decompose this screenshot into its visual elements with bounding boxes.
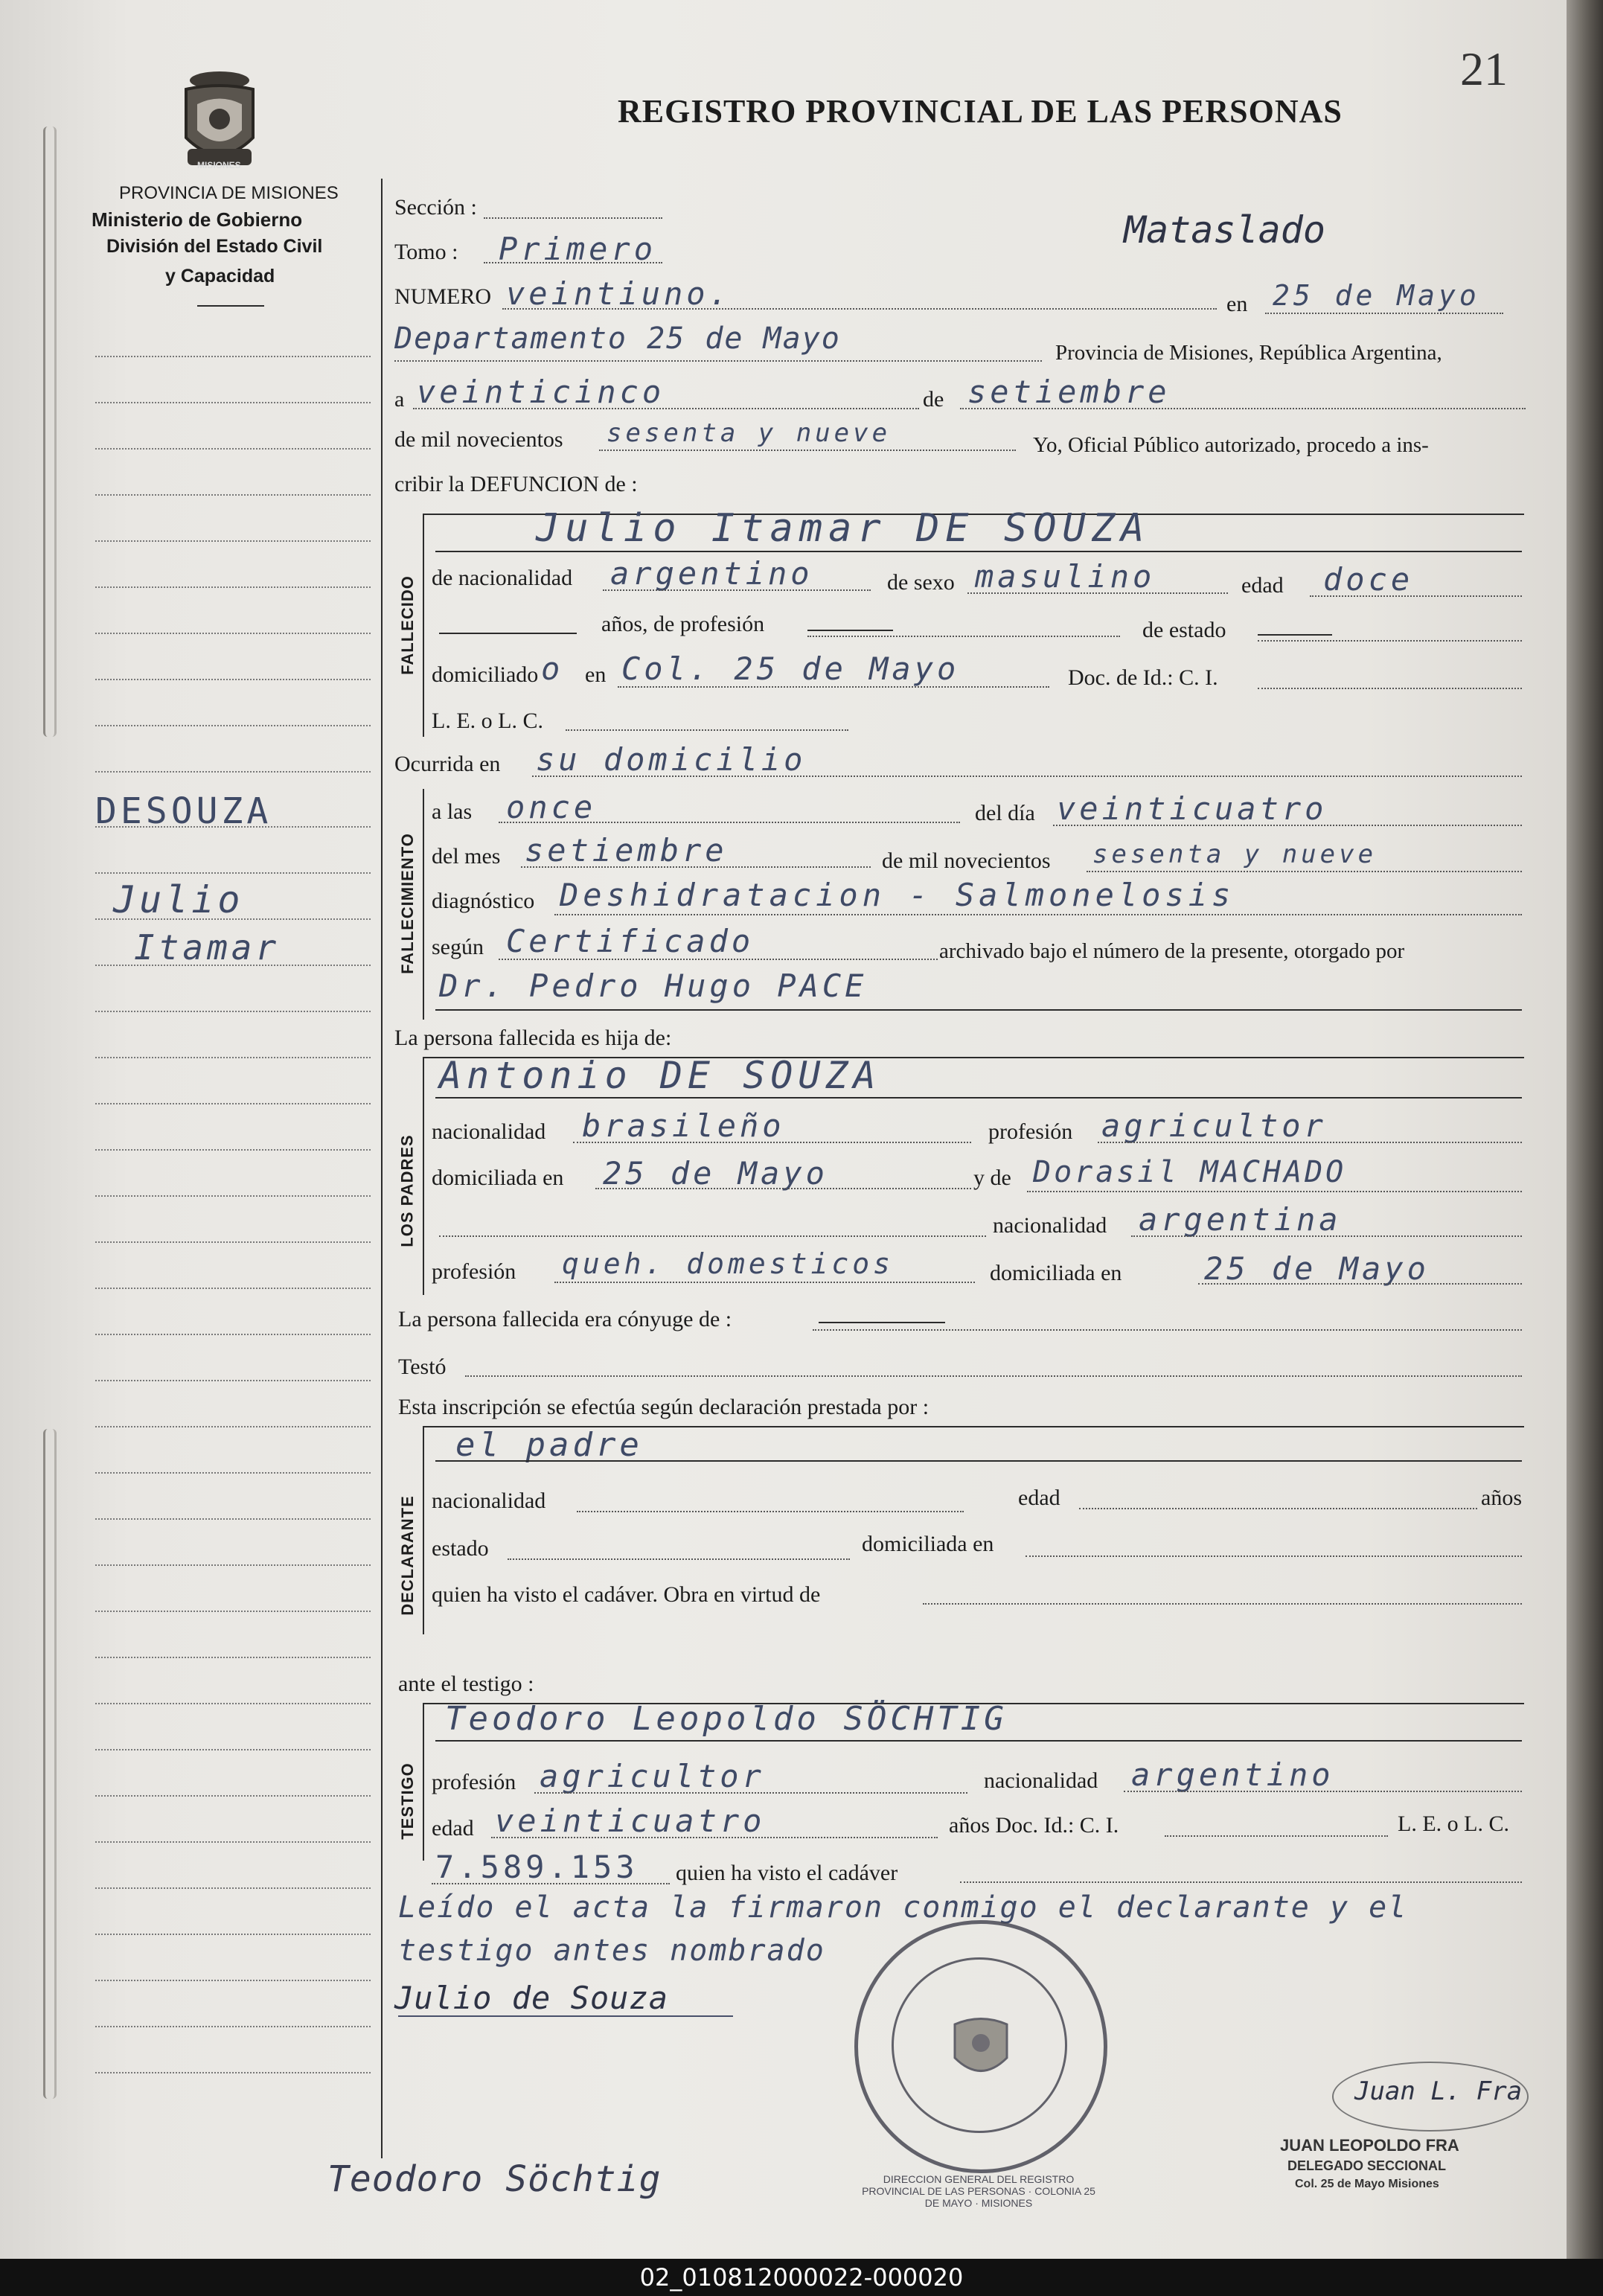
testo-line <box>465 1375 1522 1377</box>
capacity-name: y Capacidad <box>165 266 275 287</box>
en-value: 25 de Mayo <box>1273 279 1480 312</box>
nacionalidad-value: argentino <box>610 555 813 592</box>
domicilio-line <box>618 686 1049 688</box>
testo-label: Testó <box>398 1355 447 1379</box>
inscripcion-label: Esta inscripción se efectúa según declaración prestada por : <box>398 1395 930 1419</box>
provincial-crest-icon <box>171 67 268 175</box>
margin-line <box>95 1057 371 1058</box>
witness-signature: Teodoro Söchtig <box>327 2158 662 2200</box>
numero-value: veintiuno. <box>506 275 732 312</box>
padre-name: Antonio DE SOUZA <box>439 1054 881 1097</box>
testigo-ci-line <box>432 1883 670 1884</box>
madre-prof-value: queh. domesticos <box>562 1247 895 1280</box>
en-line <box>1265 313 1503 314</box>
footer-id: 02_010812000022-000020 <box>639 2263 964 2292</box>
cadaver-label: quien ha visto el cadáver. Obra en virtud de <box>432 1582 821 1607</box>
official-signature-top: Mataslado <box>1124 208 1325 252</box>
madre-extra-line <box>439 1235 986 1237</box>
madre-dom-line <box>1198 1283 1522 1285</box>
archivado-label: archivado bajo el número de la presente, otorgado por <box>939 939 1405 963</box>
del-mes-label: del mes <box>432 844 501 869</box>
mes-value: setiembre <box>967 374 1171 410</box>
official-signature: Juan L. Fra <box>1354 2076 1523 2106</box>
declarante-dom-label: domiciliada en <box>862 1532 994 1556</box>
margin-line <box>95 2072 371 2073</box>
edad-value: doce <box>1323 561 1414 598</box>
y-de-label: y de <box>973 1165 1011 1190</box>
margin-line <box>95 1934 371 1935</box>
numero-line <box>502 308 1217 310</box>
declarante-anios-label: años <box>1481 1486 1522 1510</box>
cadaver-line <box>923 1603 1522 1605</box>
testigo-edad-line <box>491 1837 938 1838</box>
lelc-line <box>566 729 848 731</box>
departamento-line <box>394 360 1042 362</box>
declarante-edad-line <box>1079 1508 1477 1509</box>
edad-label: edad <box>1241 573 1284 598</box>
margin-line <box>95 448 371 450</box>
mes-line <box>960 408 1526 409</box>
conyuge-label: La persona fallecida era cónyuge de : <box>398 1307 732 1331</box>
declarante-edad-label: edad <box>1018 1486 1060 1510</box>
profesion-line <box>807 636 1120 637</box>
margin-line <box>95 1472 371 1474</box>
doc-label: Doc. de Id.: C. I. <box>1068 665 1218 690</box>
conyuge-line <box>813 1329 1522 1331</box>
anio-muerte-value: sesenta y nueve <box>1092 840 1378 869</box>
margin-line <box>95 494 371 496</box>
anio-line <box>599 450 1016 451</box>
declarante-value: el padre <box>455 1426 643 1464</box>
margin-line <box>95 1703 371 1704</box>
margin-line <box>95 725 371 726</box>
crest-label: MISIONES <box>197 160 241 170</box>
margin-line <box>95 1149 371 1151</box>
mes-muerte-line <box>521 866 871 868</box>
margin-surname: DESOUZA <box>95 790 272 832</box>
de-label: de <box>923 387 944 412</box>
official-stamp-line-1: JUAN LEOPOLDO FRA <box>1280 2136 1459 2155</box>
domicilio-value: Col. 25 de Mayo <box>621 650 960 687</box>
anios-prof-label: años, de profesión <box>601 612 765 636</box>
margin-line <box>95 1288 371 1289</box>
padres-side-label: LOS PADRES <box>398 1134 417 1247</box>
segun-value: Certificado <box>506 923 755 959</box>
margin-line <box>95 1195 371 1197</box>
margin-line <box>95 1564 371 1566</box>
sexo-line <box>967 592 1228 594</box>
madre-nac-line <box>1131 1235 1522 1237</box>
ocurrida-line <box>532 776 1522 777</box>
margin-line <box>95 679 371 680</box>
declarante-dom-line <box>1026 1555 1522 1557</box>
en-label: en <box>1226 292 1248 316</box>
declarante-side-label: DECLARANTE <box>398 1495 417 1616</box>
margin-line <box>95 1841 371 1843</box>
madre-nac-value: argentina <box>1139 1201 1342 1238</box>
signature-underline <box>398 2015 733 2017</box>
seccion-line <box>484 217 662 219</box>
padre-nac-value: brasileño <box>582 1107 785 1144</box>
margin-given-name-1: Julio <box>113 878 244 921</box>
numero-label: NUMERO <box>394 284 492 309</box>
testigo-nac-line <box>1124 1791 1522 1792</box>
padre-prof-line <box>1098 1142 1522 1143</box>
tomo-value: Primero <box>499 231 657 267</box>
padre-dom-value: 25 de Mayo <box>603 1155 828 1192</box>
testigo-prof-line <box>534 1792 967 1794</box>
margin-line <box>95 540 371 542</box>
deceased-name: Julio Itamar DE SOUZA <box>536 506 1151 551</box>
dia-muerte-line <box>1053 825 1522 826</box>
book-spine <box>1567 0 1603 2259</box>
padre-dom-label: domiciliada en <box>432 1165 564 1190</box>
conyuge-dash <box>819 1322 945 1323</box>
del-dia-label: del día <box>975 801 1035 825</box>
seccion-label: Sección : <box>394 195 477 220</box>
declarante-estado-label: estado <box>432 1536 489 1561</box>
deceased-name-line <box>435 551 1522 552</box>
margin-line <box>95 402 371 403</box>
margin-line <box>95 1887 371 1889</box>
mil-label: de mil novecientos <box>394 427 563 452</box>
margin-line <box>95 1334 371 1335</box>
testigo-nac-label: nacionalidad <box>984 1768 1098 1793</box>
tomo-label: Tomo : <box>394 240 458 264</box>
hija-label: La persona fallecida es hija de: <box>394 1026 672 1050</box>
margin-line <box>95 1426 371 1427</box>
margin-line <box>95 1795 371 1797</box>
testigo-side-label: TESTIGO <box>398 1762 417 1840</box>
fallecimiento-side-label: FALLECIMIENTO <box>398 833 417 974</box>
ocurrida-value: su domicilio <box>536 741 807 778</box>
de-estado-label: de estado <box>1142 618 1226 642</box>
testigo-edad-label: edad <box>432 1816 474 1841</box>
declarante-line <box>435 1460 1522 1462</box>
official-stamp-line-2: DELEGADO SECCIONAL <box>1287 2158 1447 2173</box>
margin-line <box>95 2026 371 2027</box>
official-signature-oval <box>1332 2062 1529 2132</box>
tomo-line <box>484 262 662 263</box>
margin-line <box>95 1657 371 1658</box>
dia-line <box>413 408 919 409</box>
dia-muerte-value: veinticuatro <box>1057 790 1328 827</box>
a-label: a <box>394 387 405 412</box>
mil2-label: de mil novecientos <box>882 848 1051 873</box>
margin-line <box>95 1241 371 1243</box>
margin-line <box>95 586 371 588</box>
registry-stamp-crest-icon <box>947 2009 1014 2084</box>
lelc-label: L. E. o L. C. <box>432 709 543 733</box>
document-title: REGISTRO PROVINCIAL DE LAS PERSONAS <box>618 93 1343 129</box>
margin-line <box>95 1011 371 1012</box>
diagnostico-line <box>554 914 1522 915</box>
yo-label: Yo, Oficial Público autorizado, procedo a ins- <box>1033 433 1429 457</box>
official-stamp-line-3: Col. 25 de Mayo Misiones <box>1295 2178 1439 2190</box>
margin-line <box>95 1103 371 1104</box>
page-number: 21 <box>1460 42 1508 95</box>
margin-line <box>95 771 371 773</box>
nacionalidad-line <box>603 589 871 591</box>
quien-visto-label: quien ha visto el cadáver <box>676 1861 898 1885</box>
domiciliado-value: o <box>541 650 564 687</box>
margin-line <box>95 356 371 357</box>
testigo-ci-value: 7.589.153 <box>435 1849 639 1885</box>
departamento-value: Departamento 25 de Mayo <box>394 322 841 356</box>
domiciliado-label: domiciliado <box>432 662 539 687</box>
hora-value: once <box>506 789 597 825</box>
testigo-doc-line <box>1165 1835 1388 1837</box>
margin-given-name-2: Itamar <box>134 927 281 968</box>
testigo-prof-label: profesión <box>432 1770 516 1794</box>
declarante-nac-line <box>577 1511 964 1512</box>
padre-nac-label: nacionalidad <box>432 1119 546 1144</box>
medico-line <box>435 1009 1522 1011</box>
madre-dom-value: 25 de Mayo <box>1204 1250 1430 1287</box>
binder-ring-bottom <box>43 1429 57 2099</box>
registry-stamp <box>854 1920 1107 2173</box>
madre-prof-line <box>554 1282 975 1283</box>
province-name: PROVINCIA DE MISIONES <box>119 183 339 203</box>
testigo-edad-value: veinticuatro <box>495 1803 766 1839</box>
provincia-label: Provincia de Misiones, República Argentina, <box>1055 341 1442 365</box>
testigo-name: Teodoro Leopoldo SÖCHTIG <box>445 1700 1008 1738</box>
declarante-nac-label: nacionalidad <box>432 1488 546 1513</box>
declarant-signature: Julio de Souza <box>394 1980 669 2016</box>
segun-label: según <box>432 935 484 959</box>
sexo-value: masulino <box>975 558 1156 595</box>
testigo-doc-label: años Doc. Id.: C. I. <box>949 1813 1119 1838</box>
ocurrida-label: Ocurrida en <box>394 752 501 776</box>
binder-ring-top <box>43 127 57 737</box>
estado-line <box>1258 640 1522 642</box>
margin-line <box>95 1980 371 1981</box>
ministry-name: Ministerio de Gobierno <box>92 208 303 231</box>
madre-name: Dorasil MACHADO <box>1033 1155 1347 1189</box>
footer-id-bar <box>0 2259 1603 2296</box>
madre-name-line <box>1027 1191 1522 1192</box>
closing-note-1: Leído el acta la firmaron conmigo el declarante y el <box>398 1890 1408 1925</box>
testigo-lelc-label: L. E. o L. C. <box>1398 1811 1509 1836</box>
sexo-label: de sexo <box>887 570 955 595</box>
a-las-label: a las <box>432 799 473 824</box>
margin-line <box>95 1518 371 1520</box>
registry-stamp-text: DIRECCION GENERAL DEL REGISTRO PROVINCIAL DE LAS PERSONAS · COLONIA 25 DE MAYO · MISIONES <box>862 2173 1095 2209</box>
margin-line <box>95 872 371 874</box>
estado-dash <box>1258 634 1332 636</box>
margin-line <box>95 1380 371 1381</box>
profesion-dash <box>807 630 893 631</box>
padre-name-line <box>435 1097 1522 1099</box>
medico-value: Dr. Pedro Hugo PACE <box>439 968 868 1004</box>
madre-prof-label: profesión <box>432 1259 516 1284</box>
nacionalidad-de-label: de nacionalidad <box>432 566 573 590</box>
quien-visto-line <box>960 1881 1522 1883</box>
testigo-nac-value: argentino <box>1131 1756 1334 1793</box>
padre-prof-value: agricultor <box>1101 1107 1327 1144</box>
padre-dom-line <box>595 1188 971 1189</box>
doc-line <box>1258 688 1522 689</box>
cribir-label: cribir la DEFUNCION de : <box>394 472 638 496</box>
madre-nac-label: nacionalidad <box>993 1213 1107 1238</box>
edad-line <box>1310 595 1522 597</box>
padre-nac-line <box>573 1142 971 1143</box>
mes-muerte-value: setiembre <box>525 832 728 869</box>
ante-label: ante el testigo : <box>398 1672 534 1696</box>
closing-note-2: testigo antes nombrado <box>398 1934 825 1968</box>
testigo-prof-value: agricultor <box>540 1758 765 1794</box>
diagnostico-label: diagnóstico <box>432 889 535 913</box>
testigo-name-line <box>435 1740 1522 1742</box>
division-name: División del Estado Civil <box>106 236 323 257</box>
anio-muerte-line <box>1087 871 1522 872</box>
padre-prof-label: profesión <box>988 1119 1073 1144</box>
declarante-estado-line <box>508 1558 850 1560</box>
header-divider <box>197 305 264 307</box>
dia-value: veinticinco <box>417 374 665 410</box>
margin-line <box>95 633 371 634</box>
hora-line <box>499 822 960 823</box>
margin-line <box>95 1611 371 1612</box>
diagnostico-value: Deshidratacion - Salmonelosis <box>560 877 1235 913</box>
form-left-rule <box>381 179 383 2158</box>
madre-dom-label: domiciliada en <box>990 1261 1122 1285</box>
anio-value: sesenta y nueve <box>607 418 892 448</box>
margin-line <box>95 1749 371 1750</box>
segun-line <box>499 959 938 960</box>
anios-dash <box>439 633 577 634</box>
fallecido-side-label: FALLECIDO <box>398 575 417 675</box>
en-domicilio-label: en <box>585 662 607 687</box>
